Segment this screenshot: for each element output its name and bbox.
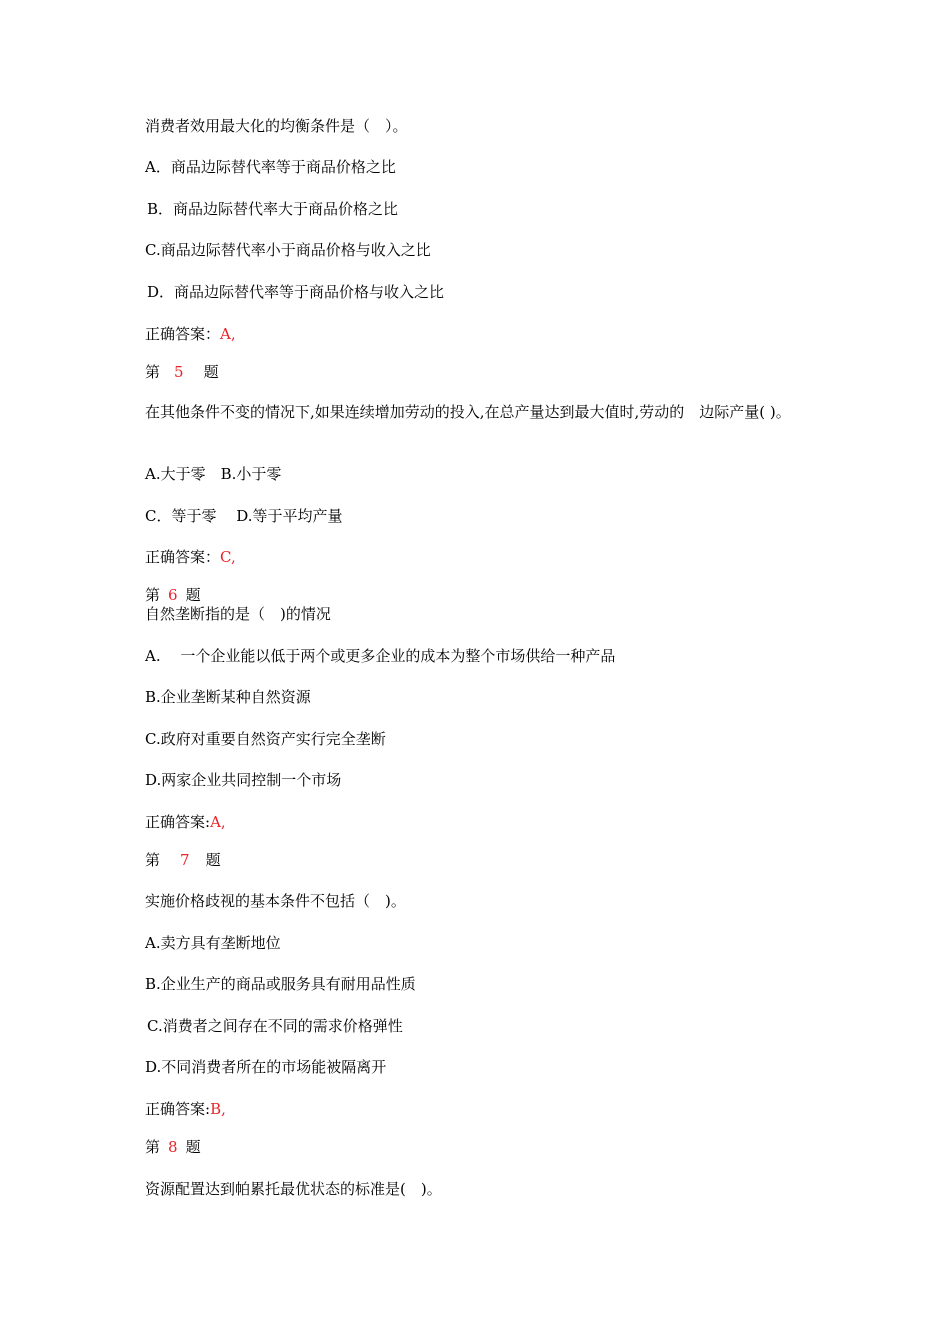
answer-label: 正确答案:	[145, 1100, 211, 1118]
question-4-answer	[145, 325, 236, 343]
question-6-answer	[145, 813, 226, 831]
question-4-option-b: B．商品边际替代率大于商品价格之比	[147, 200, 399, 218]
question-5-option-ab: A.大于零 B.小于零	[145, 465, 282, 483]
answer-value: A,	[210, 813, 226, 831]
question-6-text: 自然垄断指的是（ )的情况	[145, 605, 331, 623]
question-4-text: 消费者效用最大化的均衡条件是（ ）。	[145, 117, 408, 135]
question-6-option-c: C.政府对重要自然资产实行完全垄断	[145, 730, 386, 748]
question-4-option-a: A．商品边际替代率等于商品价格之比	[145, 158, 396, 176]
question-6-option-d: D.两家企业共同控制一个市场	[145, 771, 342, 789]
question-5-answer	[145, 548, 236, 566]
question-5-text: 在其他条件不变的情况下,如果连续增加劳动的投入,在总产量达到最大值时,劳动的 边际产量( )。	[145, 403, 791, 421]
question-5-option-cd: C．等于零 D.等于平均产量	[145, 507, 343, 525]
answer-value: A,	[220, 325, 236, 343]
heading-prefix: 第	[145, 851, 161, 869]
question-7-option-b: B.企业生产的商品或服务具有耐用品性质	[145, 975, 416, 993]
answer-label: 正确答案:	[145, 813, 211, 831]
heading-prefix: 第	[145, 363, 161, 381]
question-7-text: 实施价格歧视的基本条件不包括（ )。	[145, 892, 406, 910]
answer-value: B,	[210, 1100, 226, 1118]
question-8-text: 资源配置达到帕累托最优状态的标准是( )。	[145, 1180, 442, 1198]
heading-prefix: 第	[145, 1138, 161, 1156]
heading-suffix: 题	[205, 851, 221, 869]
answer-label: 正确答案：	[145, 325, 221, 343]
question-number: 5	[174, 363, 184, 381]
question-7-option-d: D.不同消费者所在的市场能被隔离开	[145, 1058, 387, 1076]
question-5-heading	[145, 363, 219, 381]
heading-suffix: 题	[203, 363, 219, 381]
question-6-option-b: B.企业垄断某种自然资源	[145, 688, 311, 706]
heading-suffix: 题	[185, 1138, 201, 1156]
question-number: 7	[180, 851, 190, 869]
answer-value: C,	[220, 548, 236, 566]
question-7-answer	[145, 1100, 226, 1118]
answer-label: 正确答案：	[145, 548, 221, 566]
question-7-option-a: A.卖方具有垄断地位	[145, 934, 281, 952]
question-number: 6	[168, 586, 178, 604]
question-8-heading	[145, 1138, 201, 1156]
question-7-heading	[145, 851, 221, 869]
heading-suffix: 题	[185, 586, 201, 604]
question-6-option-a: A. 一个企业能以低于两个或更多企业的成本为整个市场供给一种产品	[145, 647, 616, 665]
question-7-option-c: C.消费者之间存在不同的需求价格弹性	[147, 1017, 403, 1035]
question-4-option-c: C.商品边际替代率小于商品价格与收入之比	[145, 241, 431, 259]
question-number: 8	[168, 1138, 178, 1156]
heading-prefix: 第	[145, 586, 161, 604]
question-6-heading	[145, 586, 201, 604]
question-4-option-d: D．商品边际替代率等于商品价格与收入之比	[147, 283, 445, 301]
